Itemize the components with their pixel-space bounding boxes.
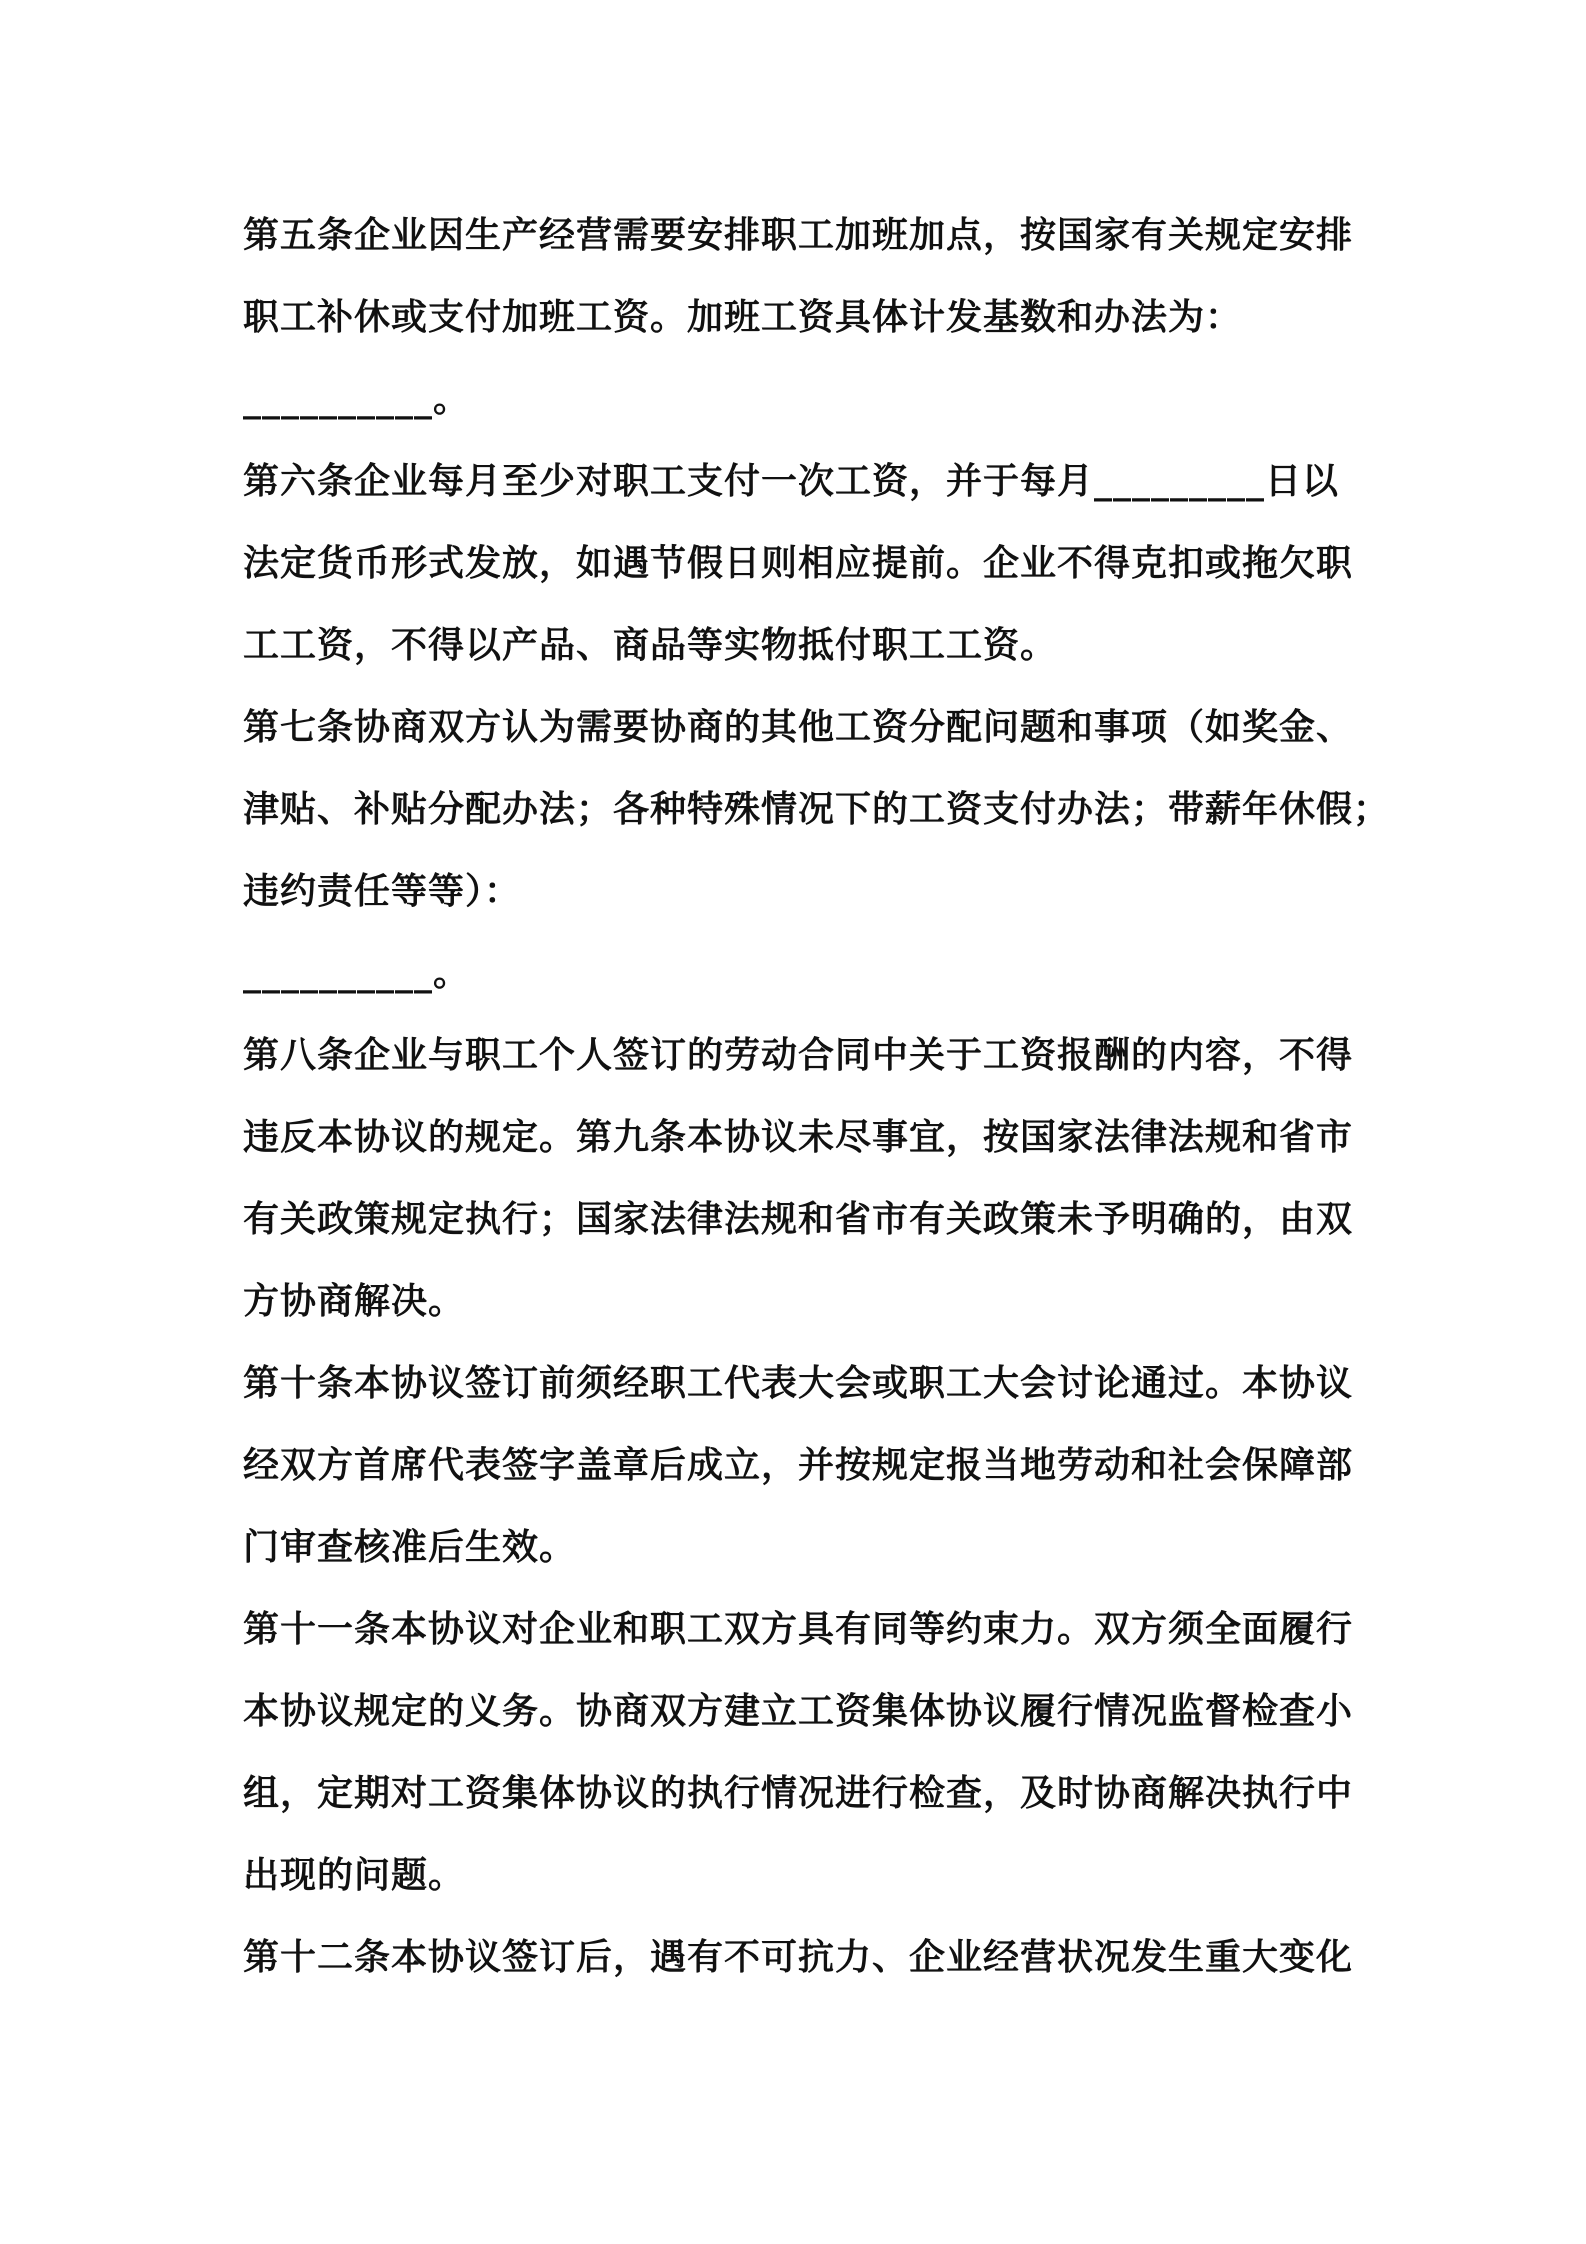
text-line: __________。 [243,379,471,420]
text-line: 第七条协商双方认为需要协商的其他工资分配问题和事项（如奖金、 [243,707,1354,748]
text-line: 有关政策规定执行；国家法律法规和省市有关政策未予明确的，由双 [243,1199,1354,1240]
text-line: 第八条企业与职工个人签订的劳动合同中关于工资报酬的内容，不得 [243,1035,1354,1076]
text-line: 第十二条本协议签订后，遇有不可抗力、企业经营状况发生重大变化 [243,1937,1354,1978]
text-line: 第十一条本协议对企业和职工双方具有同等约束力。双方须全面履行 [243,1609,1354,1650]
text-line: 经双方首席代表签字盖章后成立，并按规定报当地劳动和社会保障部 [243,1445,1354,1486]
text-line: 第十条本协议签订前须经职工代表大会或职工大会讨论通过。本协议 [243,1363,1354,1404]
text-line: __________。 [243,953,471,994]
text-line: 出现的问题。 [243,1855,466,1896]
text-line: 工工资，不得以产品、商品等实物抵付职工工资。 [243,625,1058,666]
text-line: 第五条企业因生产经营需要安排职工加班加点，按国家有关规定安排 [243,215,1354,256]
text-line: 津贴、补贴分配办法；各种特殊情况下的工资支付办法；带薪年休假； [243,789,1391,830]
text-line: 本协议规定的义务。协商双方建立工资集体协议履行情况监督检查小 [243,1691,1354,1732]
text-line: 门审查核准后生效。 [243,1527,577,1568]
text-line: 违反本协议的规定。第九条本协议未尽事宜，按国家法律法规和省市 [243,1117,1354,1158]
text-line: 法定货币形式发放，如遇节假日则相应提前。企业不得克扣或拖欠职 [243,543,1354,584]
text-line: 第六条企业每月至少对职工支付一次工资，并于每月_________日以 [243,461,1340,502]
text-line: 方协商解决。 [243,1281,466,1322]
text-line: 职工补休或支付加班工资。加班工资具体计发基数和办法为： [243,297,1243,338]
document-body [243,195,1391,1999]
text-line: 违约责任等等）： [243,871,522,912]
text-line: 组，定期对工资集体协议的执行情况进行检查，及时协商解决执行中 [243,1773,1354,1814]
